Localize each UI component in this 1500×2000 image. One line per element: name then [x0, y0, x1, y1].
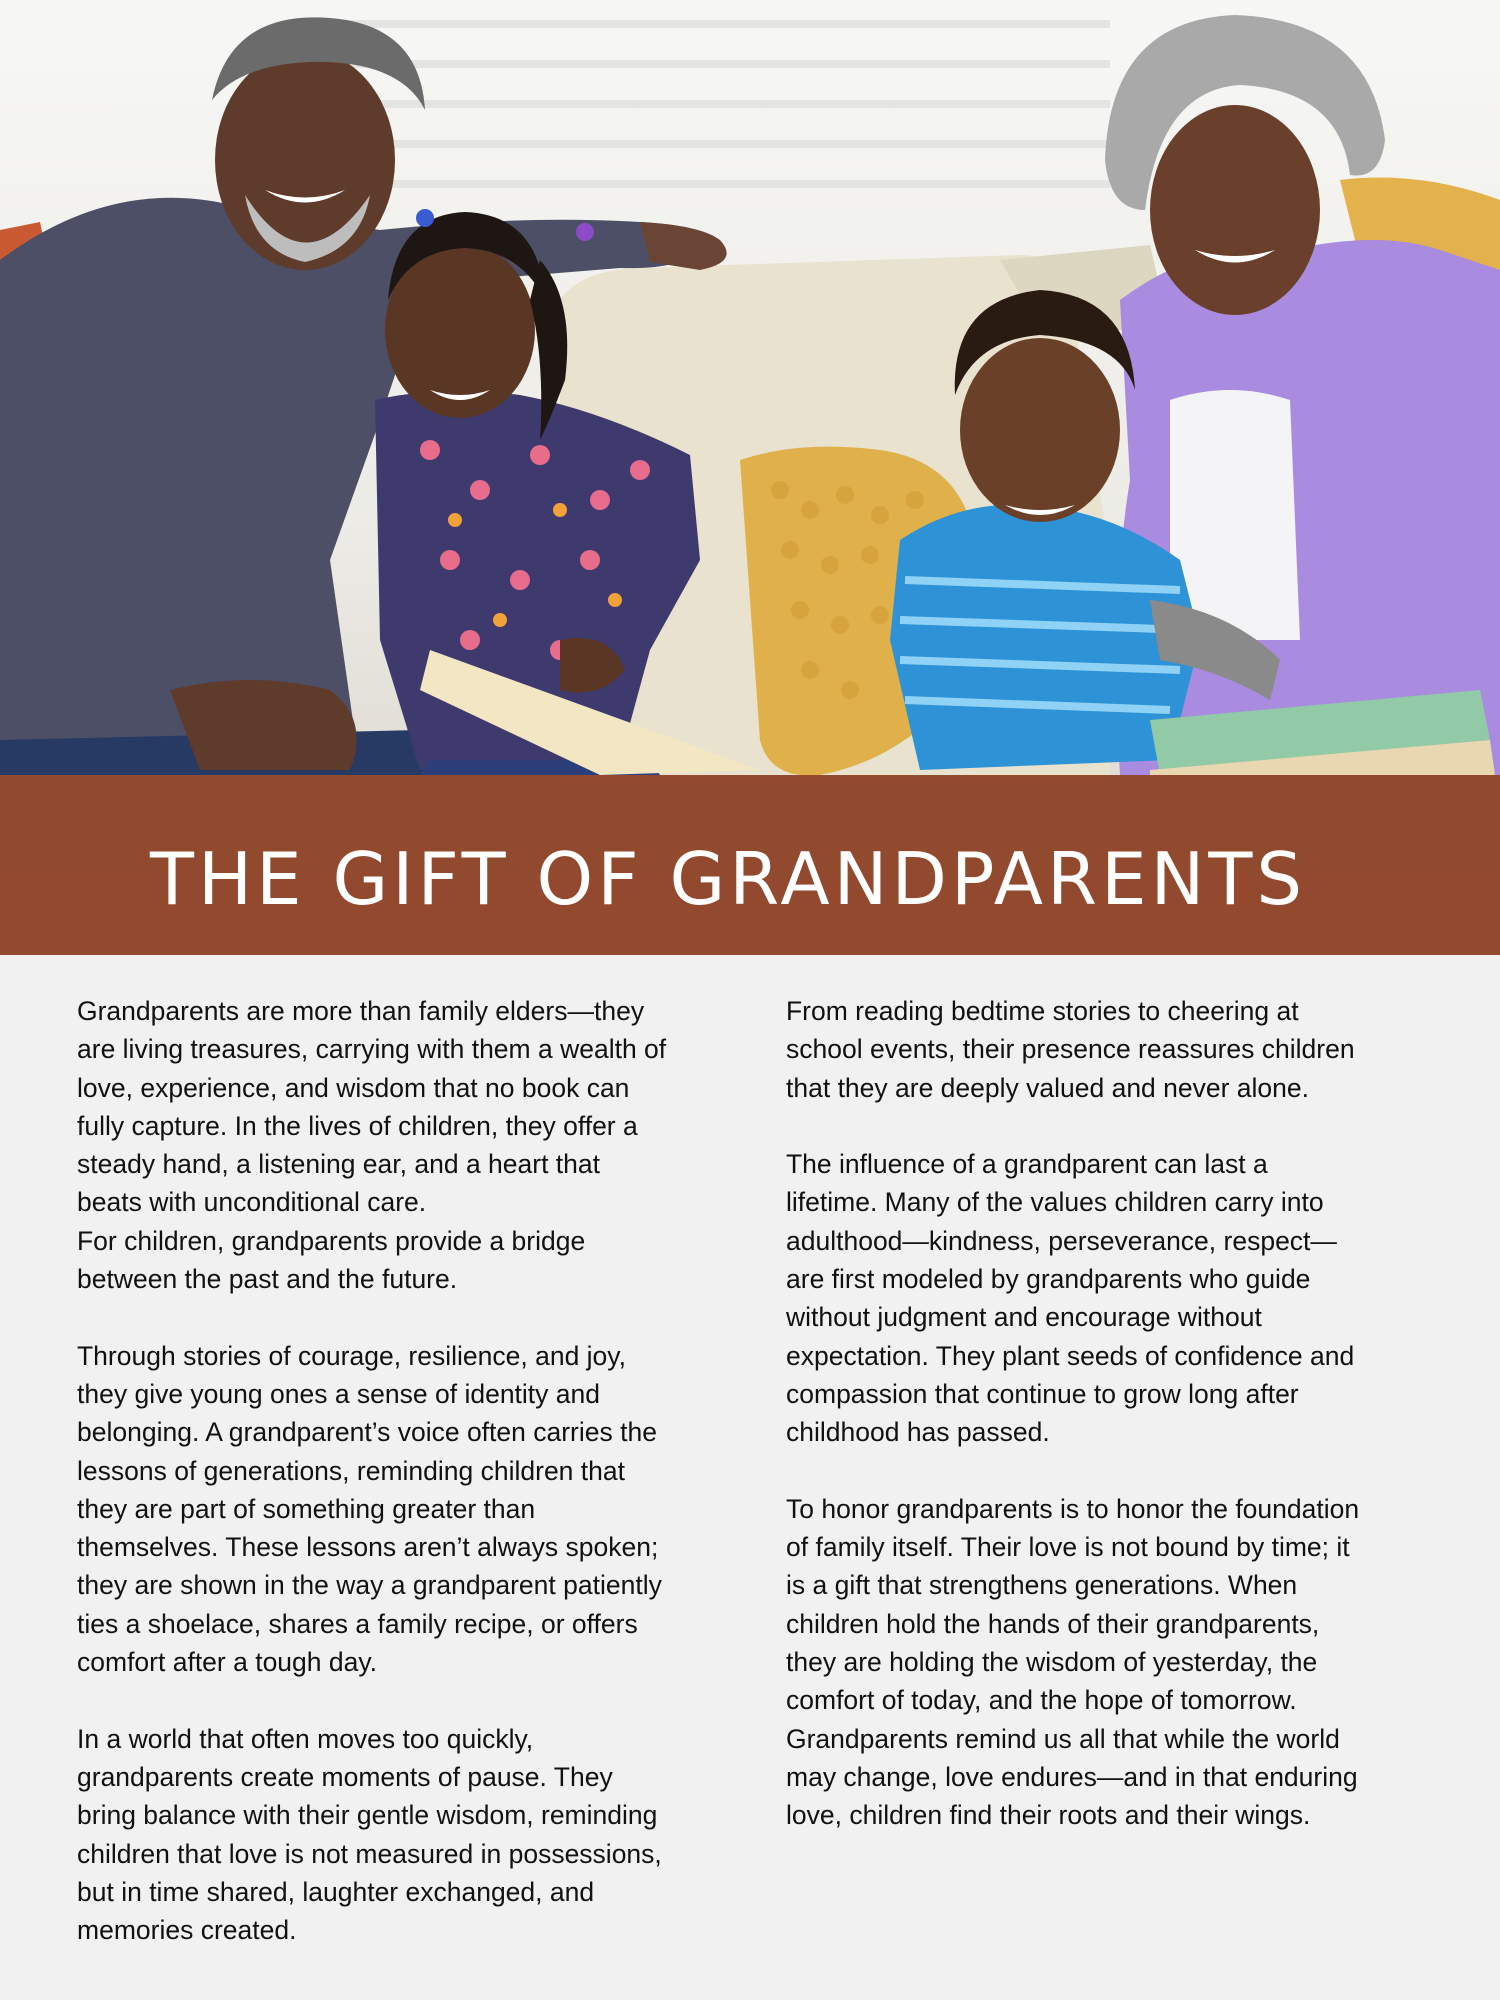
paragraph: From reading bedtime stories to cheering at school events, their presence reassures children that they are deeply valued and never alone. [786, 996, 1355, 1103]
page-title: THE GIFT OF GRANDPARENTS [150, 837, 1307, 921]
hero-photo [0, 0, 1500, 955]
paragraph: In a world that often moves too quickly, grandparents create moments of pause. They bring balance with their gentle wisdom, reminding children that love is not measured in possessions, but in time shared, laughter exchanged, and memories created. [77, 1723, 662, 1946]
boy-face [960, 338, 1120, 522]
paragraph: To honor grandparents is to honor the foundation of family itself. Their love is not bound by time; it is a gift that strengthens generations. When children hold the hands of their grandparents, they are holding the wisdom of yesterday, the comfort of today, and the hope of tomorrow. Grandparents remind us all that while the world may change, love endures—and in that enduring love, children find their roots and their wings. [786, 1493, 1360, 1831]
paragraph: The influence of a grandparent can last a lifetime. Many of the values children carry into adulthood—kindness, perseverance, respect— are first modeled by grandparents who guide without judgment and encourage without expectation. They plant seeds of confidence and compassion that continue to grow long after childhood has passed. [786, 1149, 1355, 1448]
article-right-column [786, 992, 1426, 1835]
grandfather-face [215, 50, 395, 270]
paragraph: Grandparents are more than family elders—they are living treasures, carrying with them a wealth of love, experience, and wisdom that no book can fully capture. In the lives of children, they offer a steady hand, a listening ear, and a heart that beats with unconditional care. For children, grandparents provide a bridge between the past and the future. [77, 996, 667, 1295]
title-band [0, 775, 1500, 955]
article-left-column [77, 992, 717, 1949]
grandmother-face [1150, 105, 1320, 315]
window-blinds [330, 20, 1110, 188]
paragraph: Through stories of courage, resilience, and joy, they give young ones a sense of identity and belonging. A grandparent’s voice often carries the lessons of generations, reminding children that they are part of something greater than themselves. These lessons aren’t always spoken; they are shown in the way a grandparent patiently ties a shoelace, shares a family recipe, or offers comfort after a tough day. [77, 1340, 662, 1678]
